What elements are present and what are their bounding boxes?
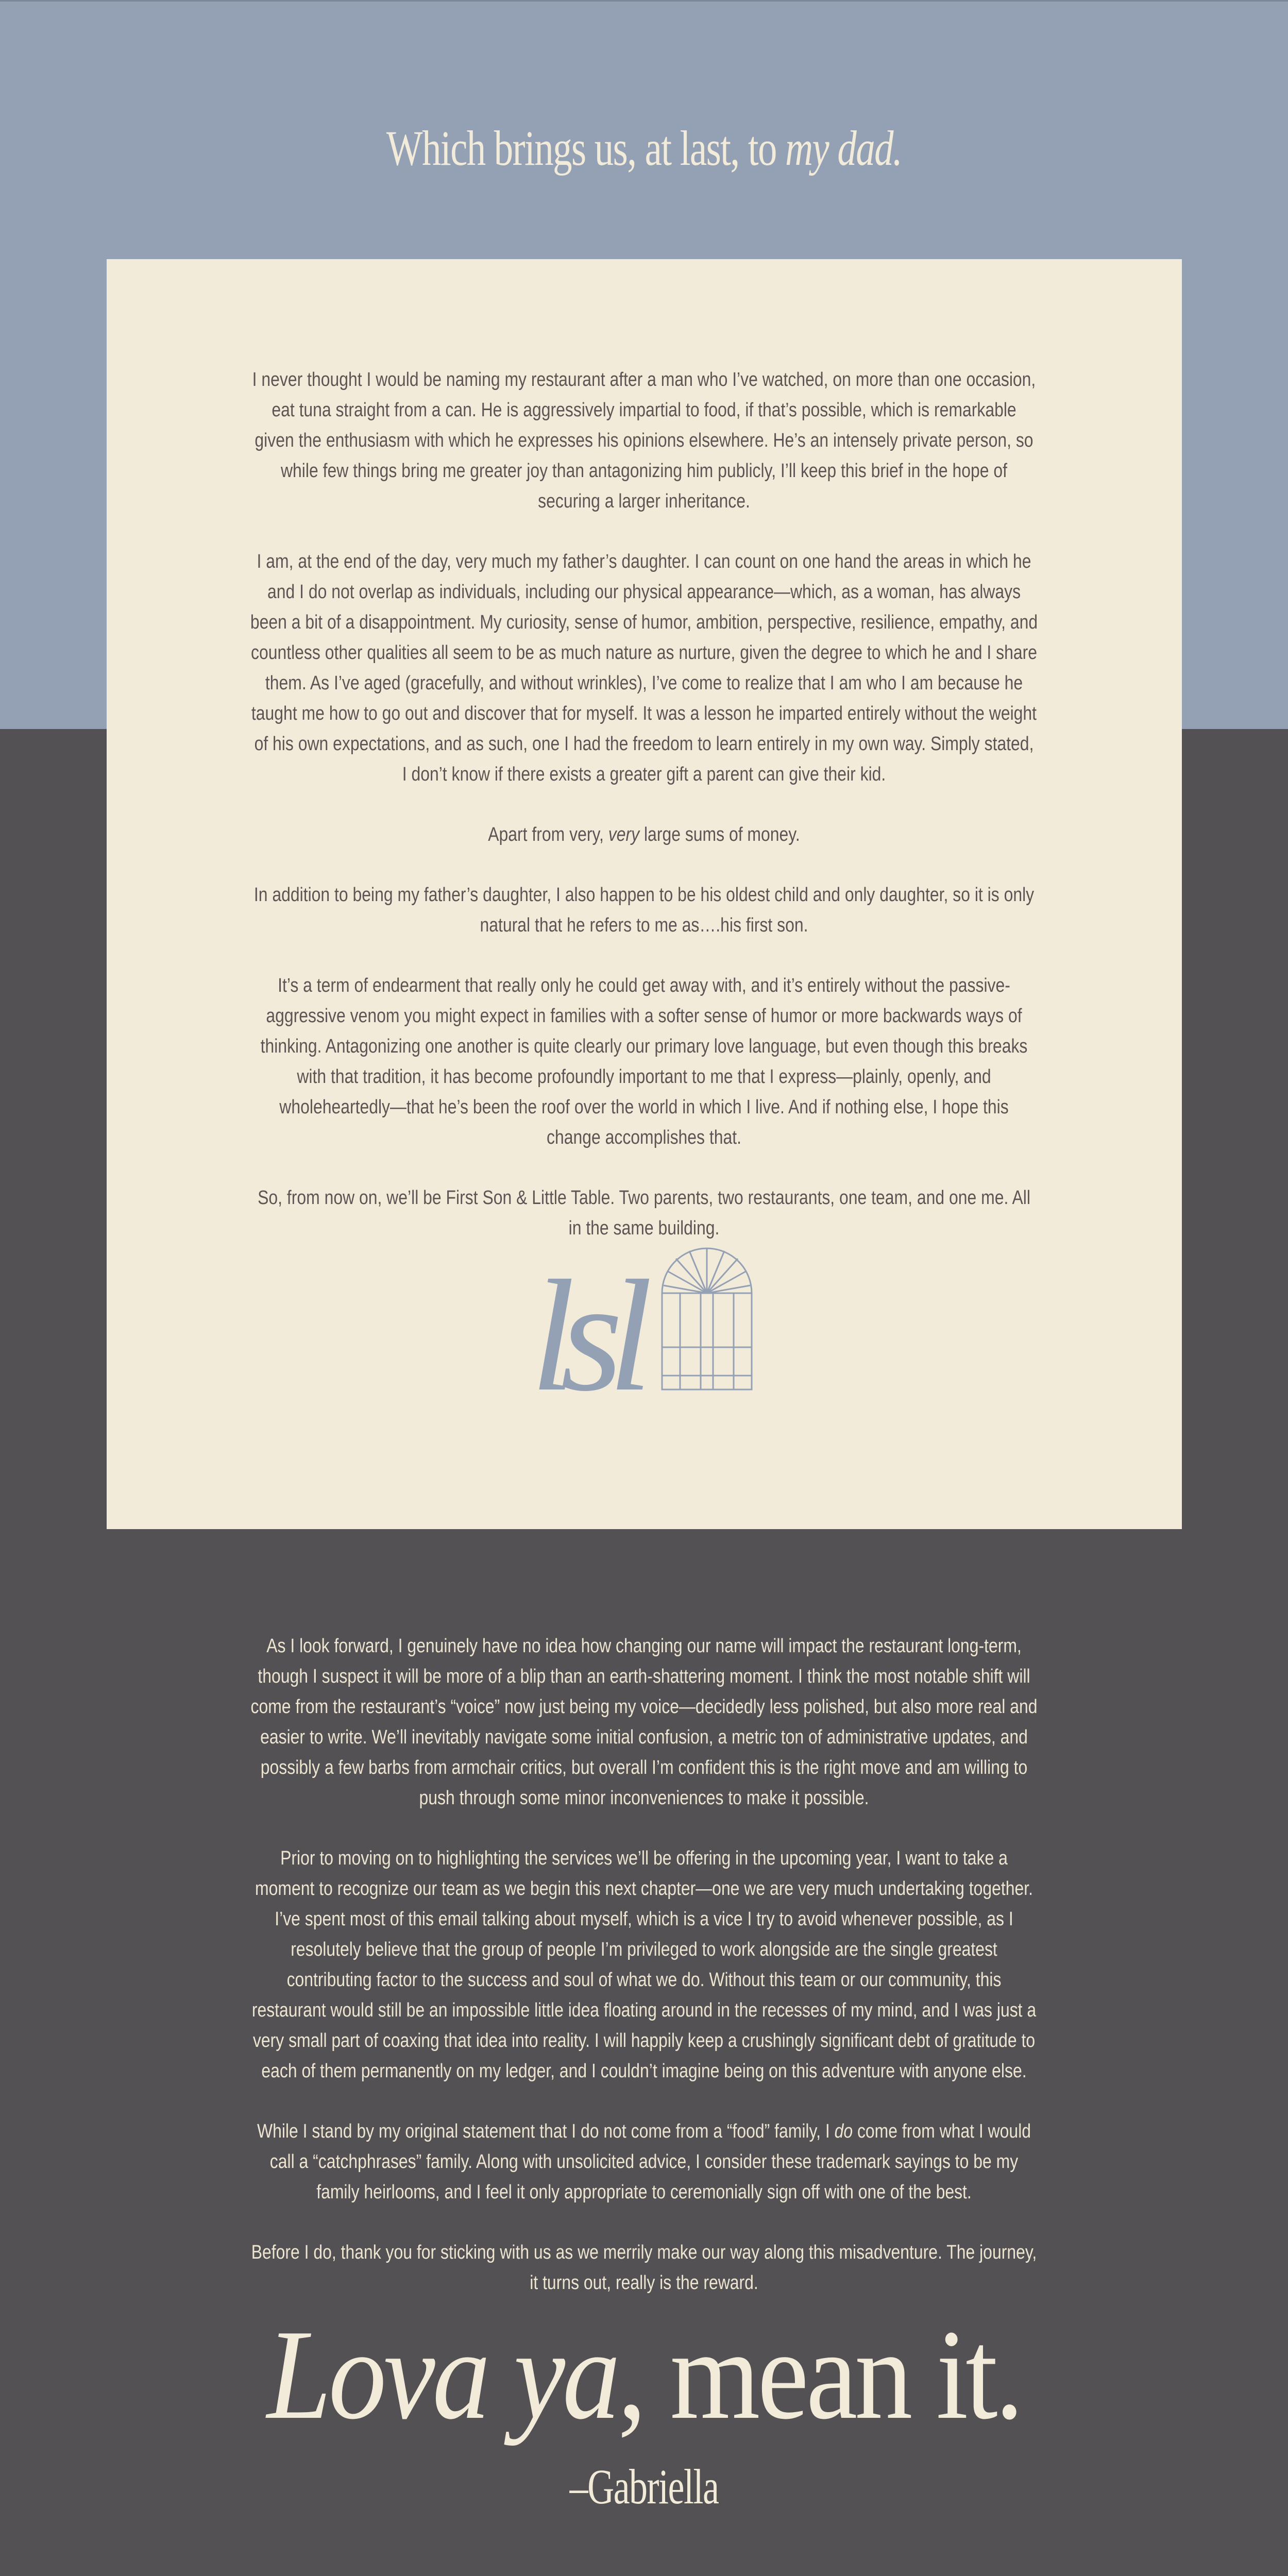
card-paragraph-2: I am, at the end of the day, very much my father’s daughter. I can count on one hand the areas in which he and I do not overlap as individuals, including our physical appearance—which, as a woman, has always been a bit of a disappointment. My curiosity, sense of humor, ambition, perspective, resilience, empathy, and countless other qualities all seem to be as much nature as nurture, given the degree to which he and I share them. As I’ve aged (gracefully, and without wrinkles), I’ve come to realize that I am who I am because he taught me how to go out and discover that for myself. It was a lesson he imparted entirely without the weight of his own expectations, and as such, one I had the freedom to learn entirely in my own way. Simply stated, I don’t know if there exists a greater gift a parent can give their kid. [250,551,1038,785]
card-paragraph-3 [250,820,1038,850]
card-paragraph-1: I never thought I would be naming my restaurant after a man who I’ve watched, on more than one occasion, eat tuna straight from a can. He is aggressively impartial to food, if that’s possible, which is remarkable given the enthusiasm with which he expresses his opinions elsewhere. He’s an intensely private person, so while few things bring me greater joy than antagonizing him publicly, I’ll keep this brief in the hope of securing a larger inheritance. [252,369,1036,512]
logo-monogram: lsl [531,1248,638,1399]
card-paragraph-6: So, from now on, we’ll be First Son & Little Table. Two parents, two restaurants, one team, and one me. All in the same building. [258,1187,1030,1239]
closing-paragraph-4: Before I do, thank you for sticking with us as we merrily make our way along this misadventure. The journey, it turns out, really is the reward. [251,2242,1037,2294]
arched-window-icon [662,1248,752,1389]
closing-paragraph-3-start: While I stand by my original statement that I do not come from a “food” family, I [257,2121,835,2142]
closing-paragraph-1: As I look forward, I genuinely have no idea how changing our name will impact the restaurant long-term, though I suspect it will be more of a blip than an earth-shattering moment. I think the most notable shift will come from the restaurant’s “voice” now just being my voice—decidedly less polished, but also more real and easier to write. We’ll inevitably navigate some initial confusion, a metric ton of administrative updates, and possibly a few barbs from armchair critics, but overall I’m confident this is the right move and am willing to push through some minor inconveniences to make it possible. [250,1635,1038,1809]
restaurant-logo [526,1244,762,1399]
closing-body [250,1631,1038,2328]
closing-paragraph-3-end: come from what I would call a “catchphrases” family. Along with unsolicited advice, I consider these trademark sayings to be my family heirlooms, and I feel it only appropriate to ceremonially sign off with one of the best. [269,2121,1031,2203]
card-body [250,365,1038,1274]
closing-paragraph-3 [250,2116,1038,2208]
signoff-emphasis: Lova ya [266,2303,618,2446]
card-paragraph-3-start: Apart from very, [488,824,608,845]
card-paragraph-3-end: large sums of money. [639,824,800,845]
closing-paragraph-3-emphasis: do [834,2121,853,2142]
heading-prefix: Which brings us, at last, to [386,121,785,176]
signoff-phrase [64,2303,1224,2446]
closing-paragraph-2: Prior to moving on to highlighting the services we’ll be offering in the upcoming year, I want to take a moment to recognize our team as we begin this next chapter—one we are very much undertaking together. I’ve spent most of this email talking about myself, which is a vice I try to avoid whenever possible, as I resolutely believe that the group of people I’m privileged to work alongside are the single greatest contributing factor to the success and soul of what we do. Without this team or our community, this restaurant would still be an impossible little idea floating around in the recesses of my mind, and I was just a very small part of coaxing that idea into reality. I will happily keep a crushingly significant debt of gratitude to each of them permanently on my ledger, and I couldn’t imagine being on this adventure with anyone else. [251,1848,1037,2082]
card-paragraph-4: In addition to being my father’s daughter, I also happen to be his oldest child and only daughter, so it is only natural that he refers to me as….his first son. [253,884,1035,936]
top-divider [0,0,1288,2]
heading-emphasis: my dad. [785,121,902,176]
card-paragraph-3-emphasis: very [608,824,640,845]
signoff-rest: , mean it. [617,2303,1022,2446]
page-heading [142,117,1146,179]
card-paragraph-5: It’s a term of endearment that really only he could get away with, and it’s entirely without the passive-aggressive venom you might expect in families with a softer sense of humor or more backwards ways of thinking. Antagonizing one another is quite clearly our primary love language, but even though this breaks with that tradition, it has become profoundly important to me that I express—plainly, openly, and wholeheartedly—that he’s been the roof over the world in which I live. And if nothing else, I hope this change accomplishes that. [260,975,1028,1148]
signature: –Gabriella [569,2459,719,2514]
